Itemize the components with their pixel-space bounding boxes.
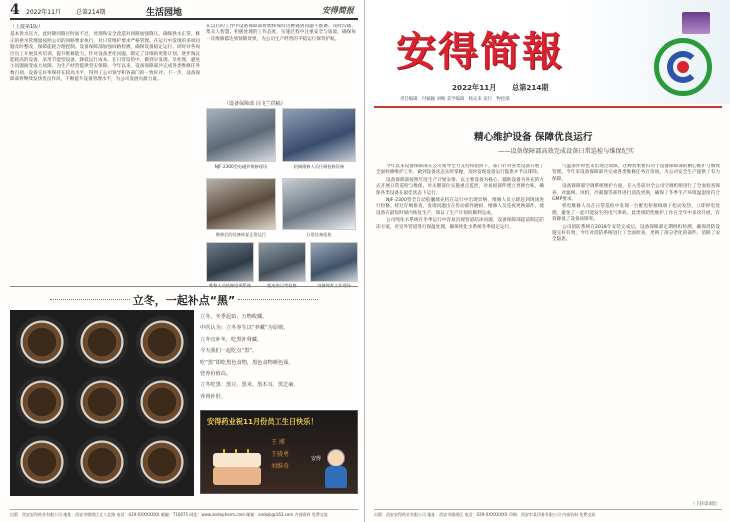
mascot-icon	[311, 449, 351, 489]
article-paragraph: 设备保障部按照年度生产计划安排，以主要设备为核心、辅助设备为补充的方式开展日常巡检与维保，对关键部位实施重点监控，对易损部件建立更换台账，确保各类设备在最佳状态下运行。	[376, 177, 544, 196]
photo-caption: 机械维修人员仔细检修设备	[293, 164, 345, 169]
brand-title: 安得简報	[396, 28, 564, 75]
photo-maintenance-5	[206, 242, 254, 282]
cake-icon	[209, 443, 265, 489]
article-paragraph: 机电维修人员在日常巡检中发现一台配电柜接线端子松动发热，立即停电处理，避免了一起可能发生的电气事故。此类预防性维护工作在全年中多次开展，有效降低了设备故障率。	[552, 204, 720, 223]
article-subheadline: ——设备保障部高效完成设备日常巡检与维保纪实	[498, 148, 635, 155]
article-paragraph: 今年以来设备保障部在公司领导全力支持和指挥下，部门针对各类设备开展了全面检修维护工作，做到设备状态实时掌握，及时发现设备运行隐患并予以排除。	[376, 164, 544, 176]
photo-grid	[206, 108, 358, 288]
article-column-1	[376, 164, 544, 504]
poem-line: 中医认为：立冬养生以“养藏”为原则。	[200, 325, 289, 332]
winter-poem	[200, 312, 300, 403]
article-text: 基本供水压力。此时降回路过时间不过，处理和安全改造对回路加强降压，确保供水正常。修正的供水管理量按照公司的回路要求执行，对日常维护要求严格管理。在运行中发现的多项问题及时整改，保障能耗合理控制。设备保障部加强回路检测，确保设备稳定运行。同时对各岗位员工开展技术培训，提升维修能力。针对设备老化问题，制定了详细的更新计划，逐步淘汰能耗高的设备，采用节能型设备，降低运行成本。在日常巡检中，做到早发现、早处理，避免小问题演变成大故障，为生产经营提供坚实保障。今年以来，设备保障部共完成各类维修任务数百项，设备完好率保持在较高水平，得到了公司领导和各部门的一致好评。下一步，设备保障部将继续发扬优良作风，不断提升设备管理水平，为公司发展贡献力量。	[10, 32, 200, 83]
food-bowl-image	[16, 316, 68, 368]
poem-line: 立冬，冬季起始，万物收藏。	[200, 314, 268, 320]
page-header	[10, 4, 358, 20]
article-byline: （设备保障部 闫飞兰供稿）	[224, 101, 286, 107]
poem-line: 养肾补肝。	[200, 393, 226, 400]
masthead-issue: 总第214期	[512, 83, 549, 92]
product-box-icon	[682, 12, 710, 34]
editor-credits: 责任编辑：付颖颖 刘畅 美学编辑：杨众来 发行：物控部	[400, 97, 510, 102]
birthday-title: 安得药业祝11月份员工生日快乐！	[207, 417, 318, 426]
black-food-photo-collage	[10, 310, 194, 496]
header-date: 2022年11月	[26, 9, 61, 16]
food-bowl-image	[136, 316, 188, 368]
article-continued-column	[10, 24, 200, 284]
photo-maintenance-3	[206, 178, 276, 230]
photo-caption: 设备保养工作现场	[317, 283, 351, 288]
article-paragraph: 气温条件时也未出现过故障。这种效果要归功于设备保障部的精心维护与细致管理。今年来设备保障部共完成各类维修任务百余项，为公司安全生产提供了有力保障。	[552, 164, 720, 182]
article-headline: 精心维护设备 保障优良运行	[474, 132, 593, 143]
article-paragraph: 设备保障部空调系统维护方面，在入冬前对全公司空调机组进行了全面检查保养，对滤网、风机、冷凝器等部件进行清洗更换，确保了冬季生产环境温湿度符合GMP要求。	[552, 184, 720, 203]
photo-maintenance-2	[282, 108, 356, 162]
poem-line: 吃“黑”即吃黑色食物，黑色食物颜色深，	[200, 359, 294, 366]
article-column-2	[552, 164, 720, 504]
birthday-banner	[200, 410, 358, 494]
birthday-name: 王 博	[271, 439, 285, 446]
article-paragraph: 公司纯化水系统在冬季运行中容易出现管道结冰问题，设备保障部提前制定防冻方案，对室外管道进行保温处理，确保纯化水系统冬季稳定运行。	[376, 218, 544, 230]
winter-section-title	[10, 286, 358, 308]
poem-line: 营养价值高。	[200, 371, 232, 378]
poem-line: 立冬吃黑：黑豆、黑米、黑木耳、黑芝麻，	[200, 382, 299, 389]
food-bowl-image	[16, 436, 68, 488]
food-bowl-image	[16, 376, 68, 428]
mascot-label: 安得	[311, 456, 322, 462]
photo-caption: 维修后的设备恢复正常运行	[215, 232, 267, 237]
page-footer: 出版：西安安得药业有限公司 地址：西安市雁塔区 电话：029-XXXXXXXX 印刷：西安市某印务有限公司 内部资料 免费交流	[374, 509, 722, 518]
article-conclusion: 在以后的工作中设备保障部将始终保持这种遇到问题不推诿、及时沟通、集众人智慧、积极处理的工作态度，实施过程中注重安全与质量，确保每一次维修都达到预期效果，为公司生产经营的平稳运行保驾护航。	[206, 24, 356, 42]
article-paragraph: NJF-2300型全自动胶囊填充机在运行中出现异响，维修人员立即赶到现场进行检修。经过仔细排查，发现问题出在传动部件磨损，维修人员连夜更换部件，使设备在最短时间内恢复生产，保证了生产计划的顺利完成。	[376, 198, 544, 216]
continued-label: （上接第1版）	[10, 24, 44, 30]
title-decoration	[238, 299, 318, 300]
photo-caption: 日常设备巡检	[306, 232, 332, 237]
photo-caption: NJF-2300型电磁炉维修现场	[214, 164, 268, 169]
header-logo: 安得简报	[322, 6, 354, 15]
photo-maintenance-6	[258, 242, 306, 282]
company-logo-icon	[654, 38, 712, 96]
photo-maintenance-7	[310, 242, 358, 282]
page-number: 4	[10, 2, 20, 18]
masthead-rule	[374, 106, 722, 108]
photo-maintenance-1	[206, 108, 276, 162]
masthead	[366, 0, 730, 104]
section-title: 生活园地	[146, 8, 183, 18]
food-bowl-image	[76, 376, 128, 428]
photo-caption: 维修人员检修空调系统	[209, 283, 251, 288]
continued-marker: （下转第4版）	[690, 502, 720, 507]
photo-maintenance-4	[282, 178, 356, 230]
poem-line: 立冬宜补冬，吃黑补肾藏。	[200, 336, 263, 343]
food-bowl-image	[76, 436, 128, 488]
article-paragraph: 公司消防系统在2018年安装完成后，设备保障部定期组织检测，确保消防设施完好有效。今年对消防系统进行了全面检查，更换了部分老化的部件，消除了安全隐患。	[552, 224, 720, 243]
photo-caption: 配电室日常检修	[267, 283, 297, 288]
food-bowl-image	[136, 436, 188, 488]
winter-heading: 立冬，一起补点“黑”	[132, 294, 236, 307]
page-1	[366, 0, 730, 522]
masthead-date: 2022年11月	[452, 83, 497, 92]
food-bowl-image	[136, 376, 188, 428]
birthday-name: 王骁勇	[271, 451, 290, 458]
food-bowl-image	[76, 316, 128, 368]
title-decoration	[50, 299, 130, 300]
page-footer: 出版：西安安得药业有限公司 地址：西安市雁塔区丈八北路 电话：029-XXXXXXXX 邮编：710075 网址：www.andepharm.com 邮箱：andejb@163.com 内部资料 免费交流	[10, 509, 358, 518]
poem-line: 今天我们一起吃点“黑”。	[200, 348, 258, 355]
birthday-name: 刘维奇	[271, 463, 290, 470]
header-issue: 总第214期	[76, 9, 106, 16]
